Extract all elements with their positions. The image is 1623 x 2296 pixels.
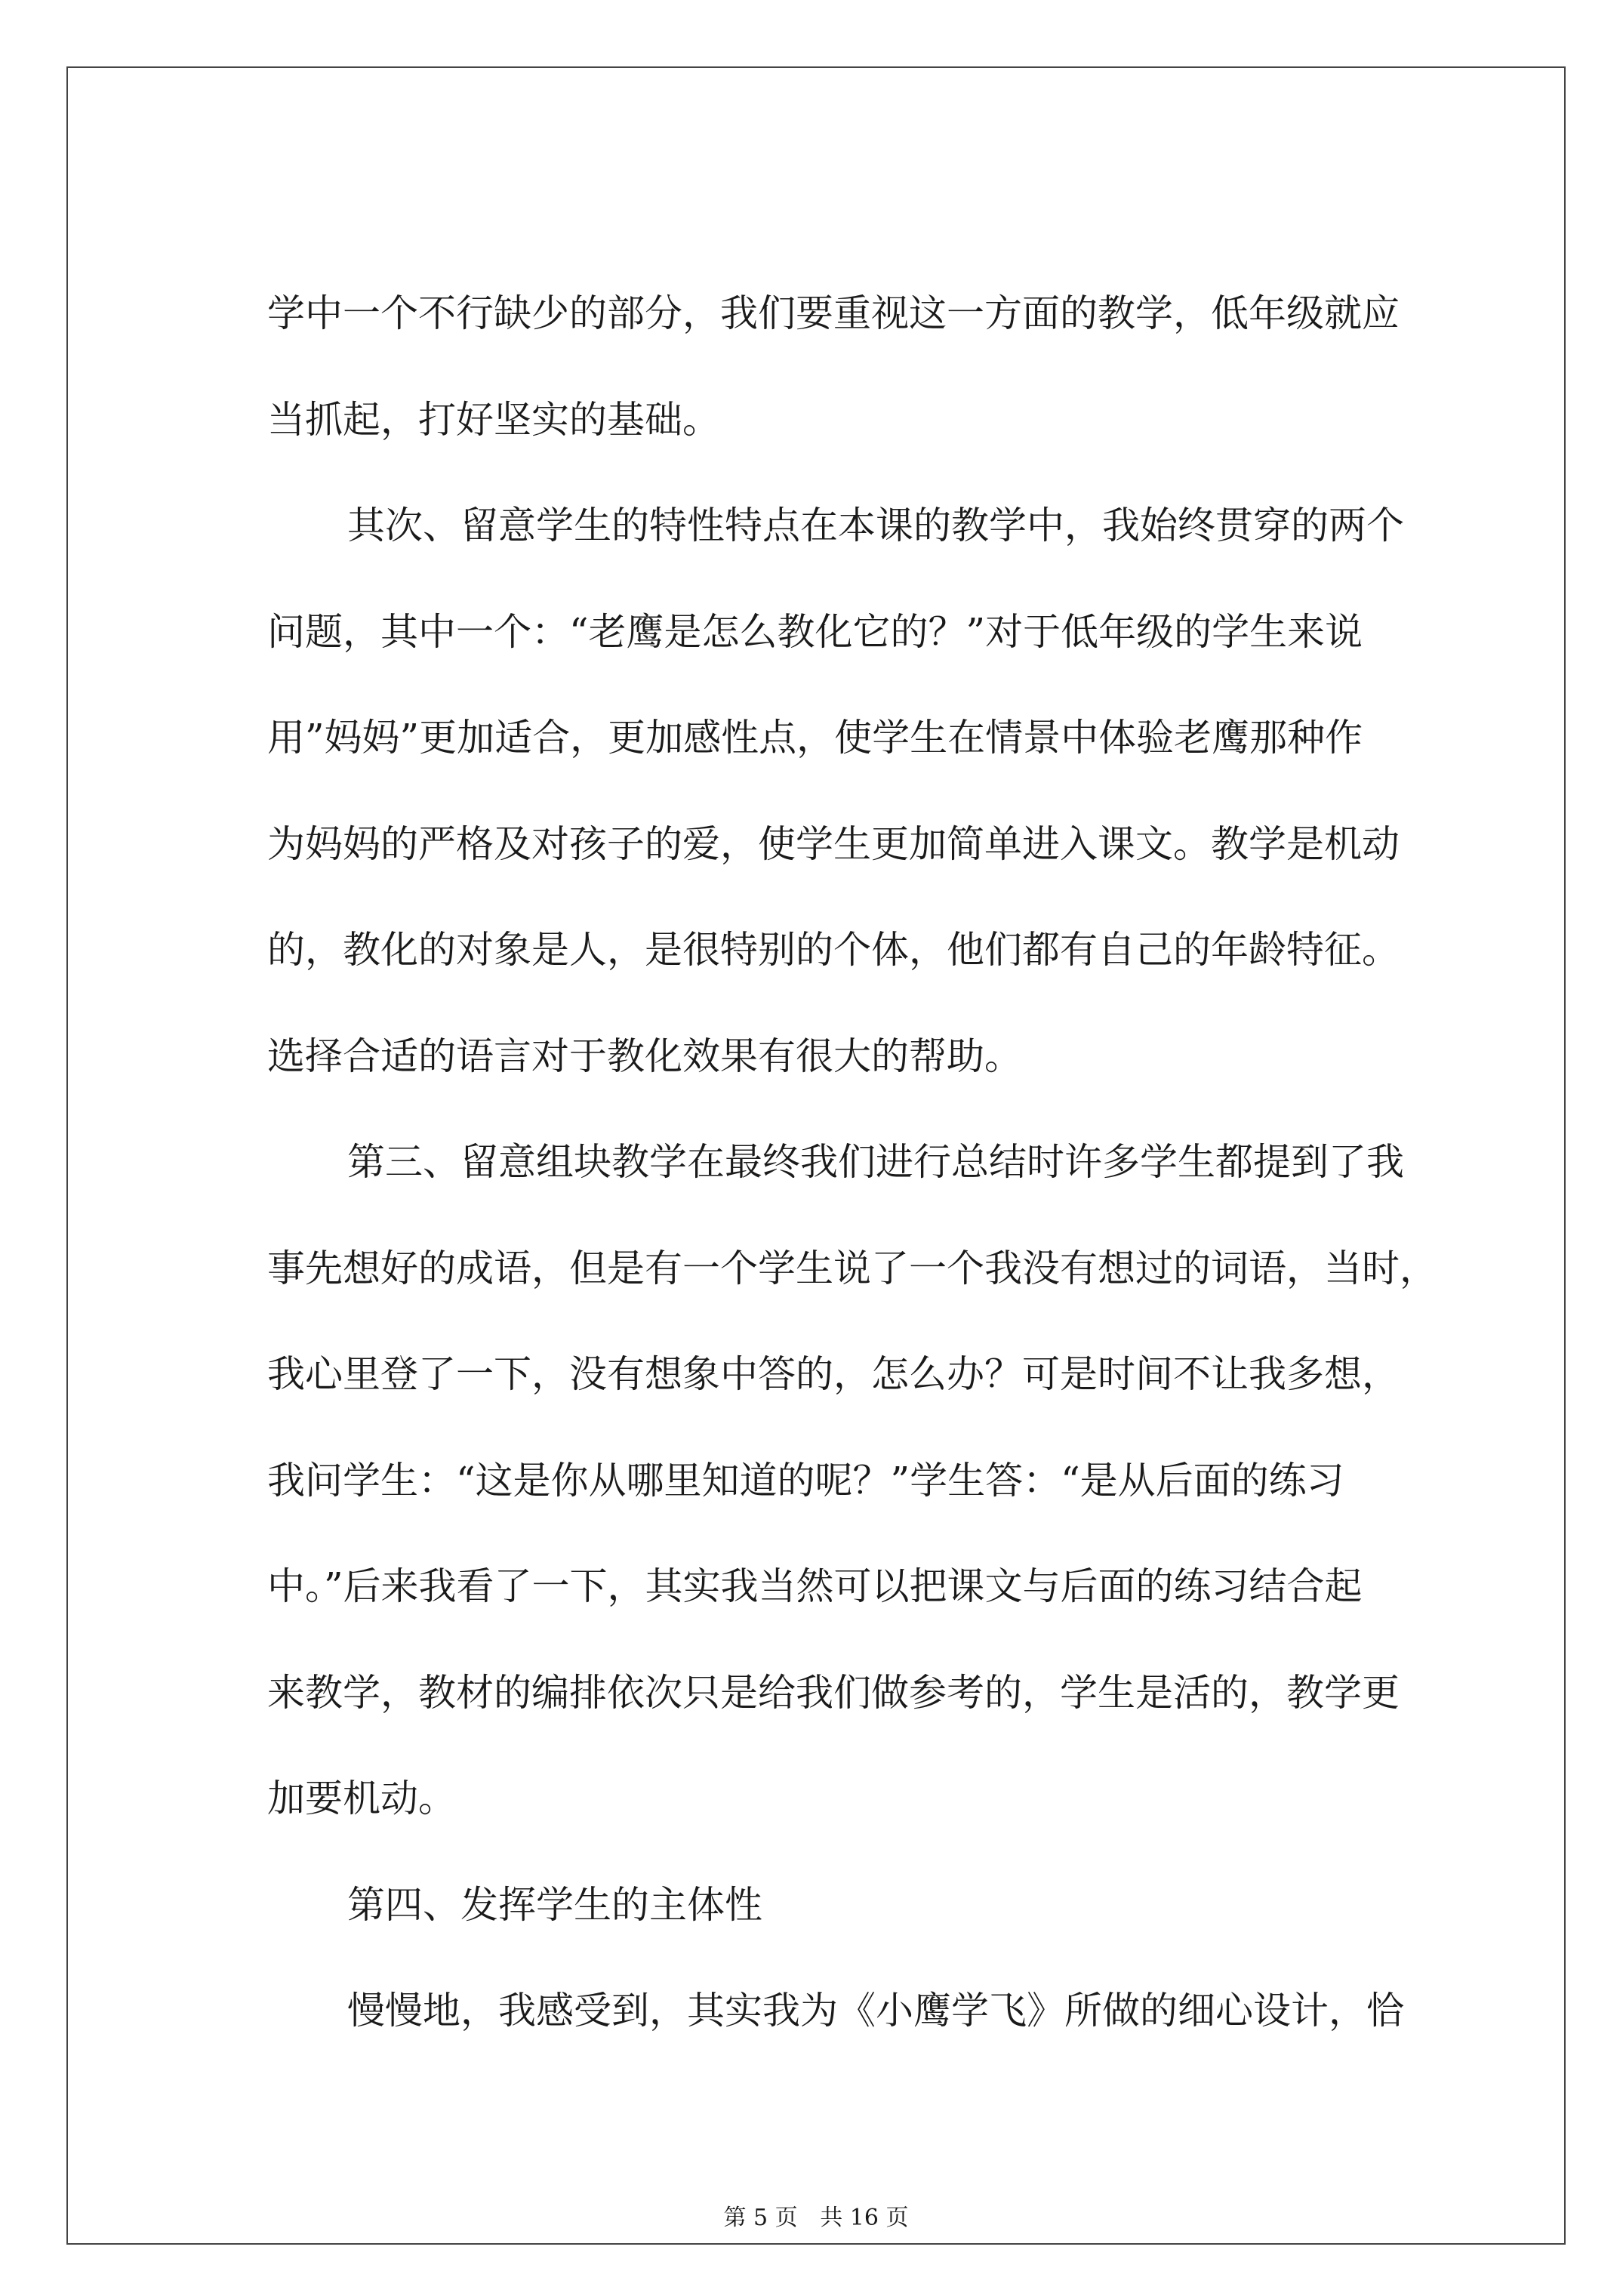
text-line: 其次、留意学生的特性特点在本课的教学中，我始终贯穿的两个 (347, 504, 1404, 547)
text-line: 第四、发挥学生的主体性 (347, 1882, 762, 1927)
text-line: 为妈妈的严格及对孩子的爱，使学生更加简单进入课文。教学是机动 (267, 821, 1400, 866)
text-line: 我心里登了一下，没有想象中答的，怎么办？可是时间不让我多想， (267, 1352, 1400, 1396)
text-line: 来教学，教材的编排依次只是给我们做参考的，学生是活的，教学更 (267, 1670, 1400, 1715)
page-number: 第 5 页 (723, 2205, 798, 2231)
text-line: 当抓起，打好坚实的基础。 (267, 397, 720, 442)
document-page (66, 66, 1566, 2245)
page-footer (68, 2199, 1564, 2232)
text-line: 慢慢地，我感受到，其实我为《小鹰学飞》所做的细心设计，恰 (347, 1989, 1404, 2032)
page-total: 共 16 页 (820, 2205, 909, 2231)
text-line: 问题，其中一个：“老鹰是怎么教化它的？”对于低年级的学生来说 (267, 609, 1363, 654)
text-line: 加要机动。 (267, 1777, 456, 1820)
text-line: 事先想好的成语，但是有一个学生说了一个我没有想过的词语，当时， (267, 1246, 1437, 1290)
text-line: 我问学生：“这是你从哪里知道的呢？”学生答：“是从后面的练习 (267, 1458, 1344, 1502)
text-line: 第三、留意组块教学在最终我们进行总结时许多学生都提到了我 (347, 1140, 1404, 1184)
text-line: 用”妈妈”更加适合，更加感性点，使学生在情景中体验老鹰那种作 (267, 716, 1363, 760)
text-line: 的，教化的对象是人，是很特别的个体，他们都有自己的年龄特征。 (267, 928, 1400, 972)
text-line: 学中一个不行缺少的部分，我们要重视这一方面的教学，低年级就应 (267, 291, 1400, 335)
text-line: 选择合适的语言对于教化效果有很大的帮助。 (267, 1034, 1022, 1078)
text-line: 中。”后来我看了一下，其实我当然可以把课文与后面的练习结合起 (267, 1564, 1363, 1608)
